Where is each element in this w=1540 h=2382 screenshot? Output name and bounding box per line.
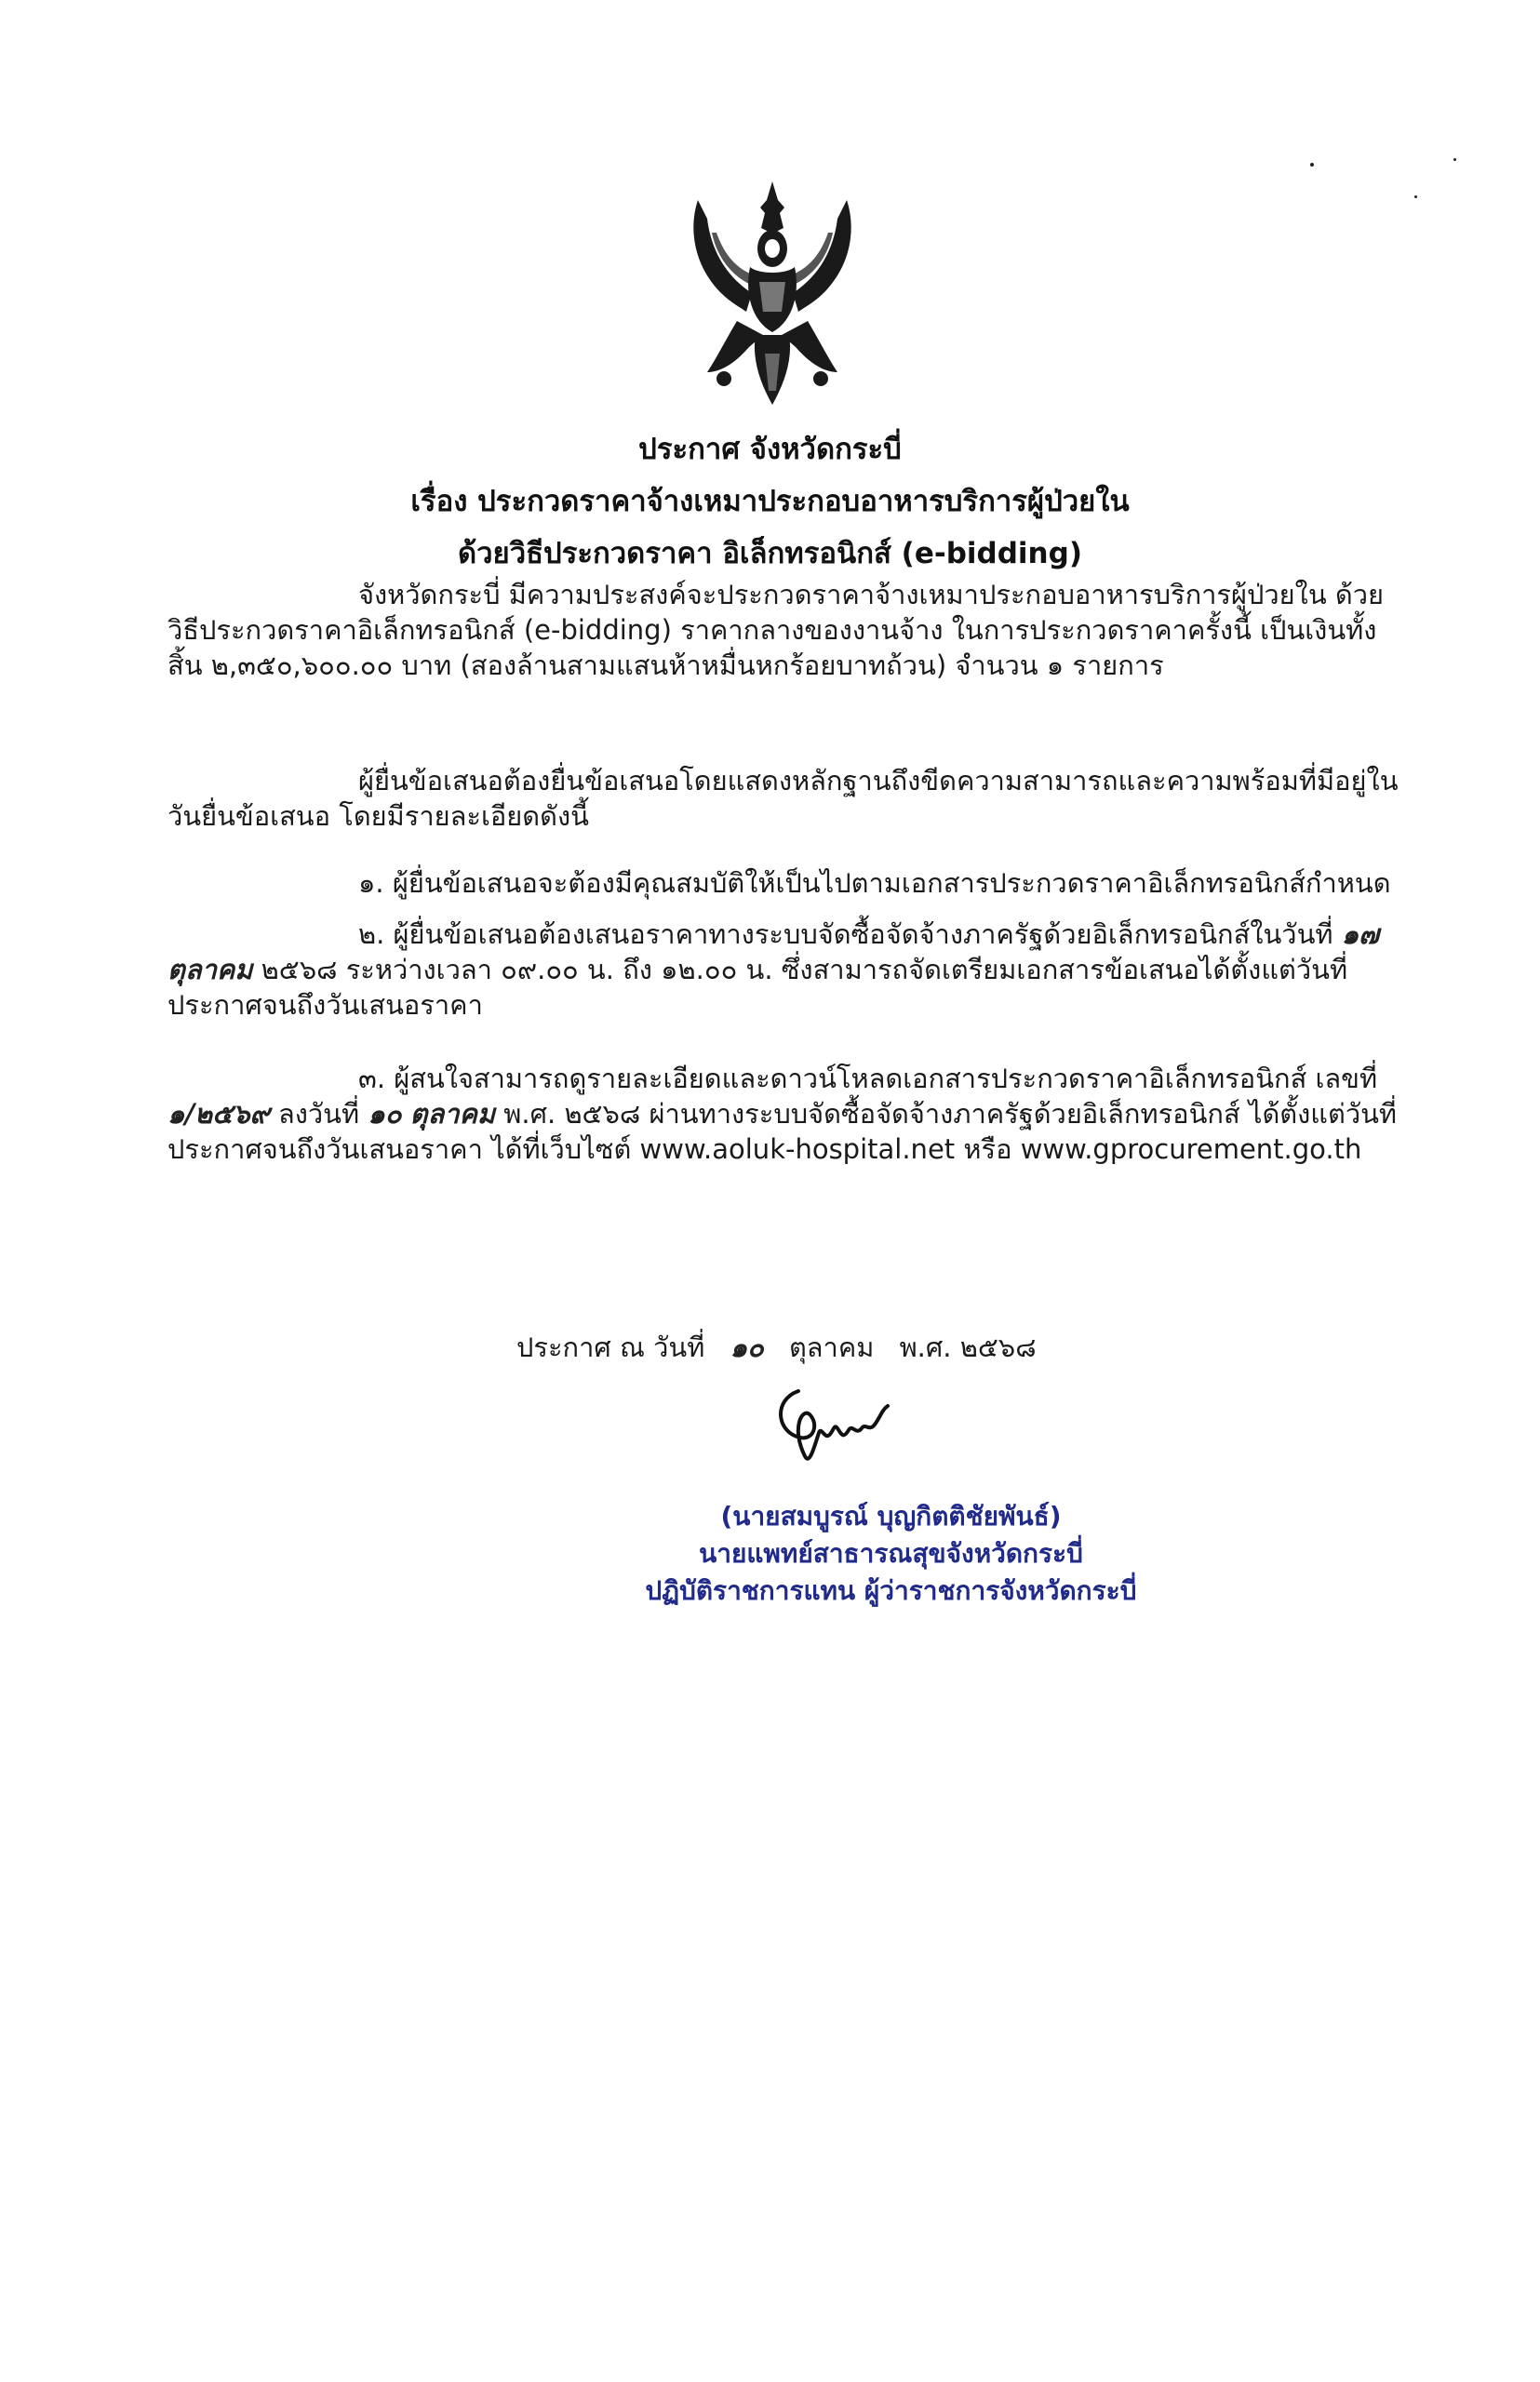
paragraph-2-text: ผู้ยื่นข้อเสนอต้องยื่นข้อเสนอโดยแสดงหลักฐานถึงขีดความสามารถและความพร้อมที่มีอยู่ในวันยื่นข้อเสนอ โดยมีรายละเอียดดังนี้	[167, 765, 1399, 832]
item-3-text-c: พ.ศ. ๒๕๖๘ ผ่านทางระบบจัดซื้อจัดจ้างภาครัฐด้วยอิเล็กทรอนิกส์ ได้ตั้งแต่วันที่ประกาศจนถึงวันเสนอราคา ได้ที่เว็บไซต์ www.aoluk-hospital.net หรือ www.gprocurement.go.th	[167, 1098, 1398, 1165]
title-line-3: ด้วยวิธีประกวดราคา อิเล็กทรอนิกส์ (e-bidding)	[458, 537, 1082, 570]
item-3-doc-number: ๑/๒๕๖๙	[167, 1098, 270, 1130]
announce-date-month: ตุลาคม	[788, 1332, 875, 1363]
item-3-text-b: ลงวันที่	[277, 1098, 360, 1130]
scan-speck	[1414, 195, 1417, 198]
garuda-emblem-icon	[679, 181, 865, 409]
title-line-2: เรื่อง ประกวดราคาจ้างเหมาประกอบอาหารบริการผู้ป่วยใน	[410, 485, 1130, 518]
handwritten-signature	[763, 1382, 912, 1475]
announce-date	[516, 1326, 1053, 1369]
announce-date-prefix: ประกาศ ณ วันที่	[516, 1332, 705, 1363]
announcement-title	[0, 423, 1540, 580]
item-1-text: ๑. ผู้ยื่นข้อเสนอจะต้องมีคุณสมบัติให้เป็นไปตามเอกสารประกวดราคาอิเล็กทรอนิกส์กำหนด	[358, 867, 1391, 899]
scan-speck	[1310, 163, 1314, 167]
item-3	[167, 1061, 1400, 1167]
item-3-text-a: ๓. ผู้สนใจสามารถดูรายละเอียดและดาวน์โหลดเอกสารประกวดราคาอิเล็กทรอนิกส์ เลขที่	[358, 1063, 1378, 1094]
paragraph-2	[167, 763, 1400, 834]
item-2-month: ตุลาคม	[167, 954, 253, 985]
signer-name: (นายสมบูรณ์ บุญกิตติชัยพันธ์)	[720, 1501, 1062, 1532]
announce-date-year: พ.ศ. ๒๕๖๘	[899, 1332, 1037, 1363]
item-2-text-b: ๒๕๖๘ ระหว่างเวลา ๐๙.๐๐ น. ถึง ๑๒.๐๐ น. ซึ่งสามารถจัดเตรียมเอกสารข้อเสนอได้ตั้งแต่วันที่ประกาศจนถึงวันเสนอราคา	[167, 954, 1348, 1021]
scan-speck	[1453, 158, 1456, 161]
paragraph-1	[167, 577, 1400, 683]
signer-block	[0, 1498, 1540, 1610]
item-2-text-a: ๒. ผู้ยื่นข้อเสนอต้องเสนอราคาทางระบบจัดซื้อจัดจ้างภาครัฐด้วยอิเล็กทรอนิกส์ในวันที่	[358, 918, 1333, 950]
announce-date-day: ๑๐	[730, 1332, 764, 1363]
item-2	[167, 917, 1400, 1023]
item-2-day: ๑๗	[1341, 918, 1379, 950]
signer-position-1: นายแพทย์สาธารณสุขจังหวัดกระบี่	[699, 1538, 1083, 1569]
item-3-month: ตุลาคม	[409, 1098, 496, 1130]
paragraph-1-text: จังหวัดกระบี่ มีความประสงค์จะประกวดราคาจ้างเหมาประกอบอาหารบริการผู้ป่วยใน ด้วยวิธีประกวดราคาอิเล็กทรอนิกส์ (e-bidding) ราคากลางของงานจ้าง ในการประกวดราคาครั้งนี้ เป็นเงินทั้งสิ้น ๒,๓๕๐,๖๐๐.๐๐ บาท (สองล้านสามแสนห้าหมื่นหกร้อยบาทถ้วน) จำนวน ๑ รายการ	[167, 579, 1384, 681]
title-line-1: ประกาศ จังหวัดกระบี่	[638, 433, 902, 466]
signer-position-2: ปฏิบัติราชการแทน ผู้ว่าราชการจังหวัดกระบี่	[645, 1575, 1137, 1606]
item-3-day: ๑๐	[368, 1098, 402, 1130]
item-1	[167, 865, 1400, 901]
